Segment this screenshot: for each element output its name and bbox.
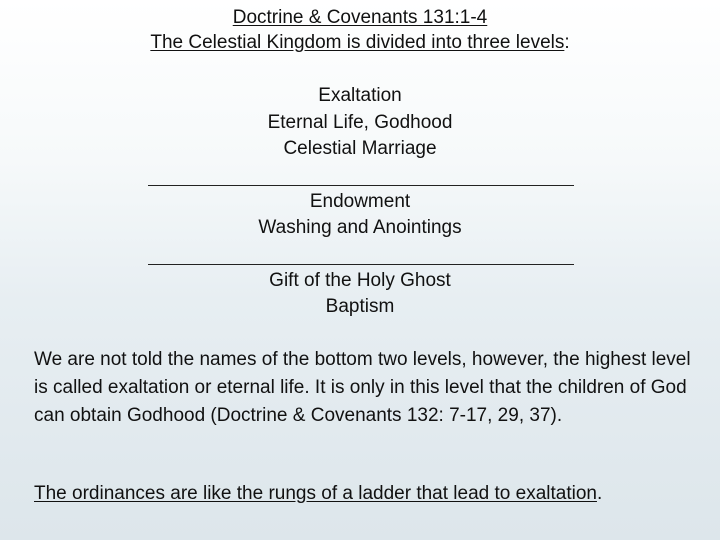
closing-text: The ordinances are like the rungs of a ladder that lead to exaltation	[34, 483, 597, 504]
level-bottom-line-1: Gift of the Holy Ghost	[269, 270, 451, 291]
subtitle-colon: :	[564, 32, 570, 53]
subtitle-text: The Celestial Kingdom is divided into three levels	[150, 32, 565, 53]
level-middle-line-2: Washing and Anointings	[258, 217, 462, 238]
slide-title	[0, 6, 720, 30]
explanation-paragraph: We are not told the names of the bottom two levels, however, the highest level is called exaltation or eternal life. It is only in this level that the children of God can obtain Godhood (Doctrine & Covenants 132: 7-17, 29, 37).	[34, 349, 691, 426]
level-top-line-1: Exaltation	[318, 85, 402, 106]
level-divider	[148, 264, 574, 265]
level-bottom-line-2: Baptism	[325, 296, 395, 317]
level-top-line-2: Eternal Life, Godhood	[267, 112, 453, 133]
scripture-reference: Doctrine & Covenants 131:1-4	[232, 7, 488, 28]
closing-paragraph	[34, 480, 704, 508]
level-top-line-3: Celestial Marriage	[283, 138, 437, 159]
level-divider	[148, 185, 574, 186]
slide-subtitle	[0, 31, 720, 55]
level-middle-line-1: Endowment	[309, 191, 411, 212]
closing-period: .	[596, 483, 603, 504]
